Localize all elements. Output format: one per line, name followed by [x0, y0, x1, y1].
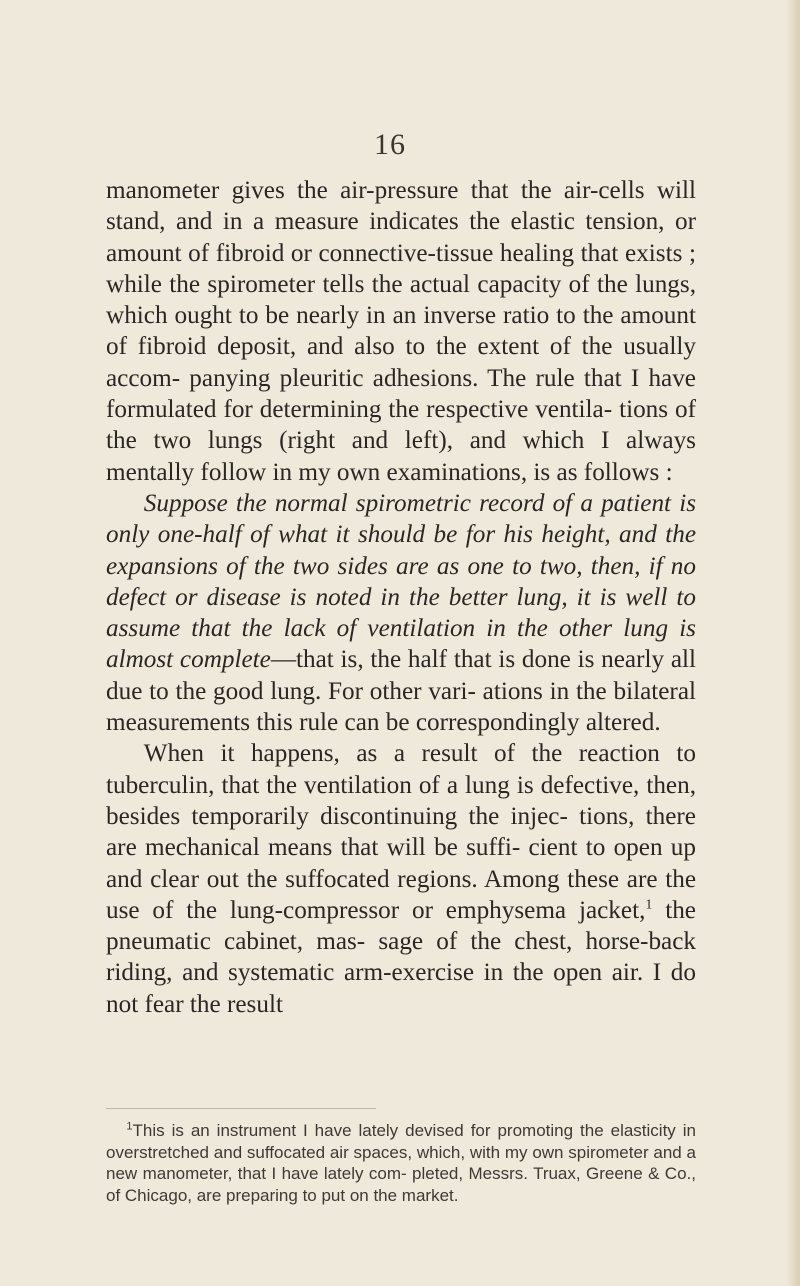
rule-statement-italic: Suppose the normal spirometric record of a patient is only one-half of what it should be for his height, and the expansions of the two sides are as one to two, then, if no defect or disease is noted in the better lung, it is well to assume that the lack of ventilation in the other lung is almost complete: [106, 489, 696, 674]
footnote-text: This is an instrument I have lately devised for promoting the elasticity in overstretched and suffocated air spaces, which, with my own spirometer and a new manometer, that I have lately com- pleted, Messrs. Truax, Greene & Co., of Chicago, are preparing to put on the market.: [106, 1121, 696, 1206]
page-edge-shadow: [786, 0, 800, 1286]
paragraph-3: [106, 738, 696, 1020]
footnote-divider: [106, 1108, 376, 1109]
paragraph-3-start: When it happens, as a result of the reaction to tuberculin, that the ventilation of a lung is defective, then, besides temporarily discontinuing the injec- tions, there are mechanical means that will be suffi- cient to open up and clear out the suffocated regions. Among these are the use of the lung-compressor or emphysema jacket,: [106, 740, 696, 924]
footnote-mark: 1: [126, 1120, 133, 1133]
paragraph-3-end: the pneumatic cabinet, mas- sage of the chest, horse-back riding, and systematic arm-exercise in the open air. I do not fear the result: [106, 896, 696, 1018]
page-number: 16: [374, 128, 406, 161]
body-text: [106, 175, 696, 1020]
paragraph-2: [106, 488, 696, 738]
footnote-reference: 1: [645, 897, 653, 913]
footnote: [106, 1120, 696, 1207]
paragraph-1: manometer gives the air-pressure that the air-cells will stand, and in a measure indicates the elastic tension, or amount of fibroid or connective-tissue healing that exists ; while the spirometer tells the actual capacity of the lungs, which ought to be nearly in an inverse ratio to the amount of fibroid deposit, and also to the extent of the usually accom- panying pleuritic adhesions. The rule that I have formulated for determining the respective ventila- tions of the two lungs (right and left), and which I always mentally follow in my own examinations, is as follows :: [106, 177, 696, 486]
rule-explanation: —that is, the half that is done is nearly all due to the good lung. For other vari- ations in the bilateral measurements this rule can be correspondingly altered.: [106, 646, 696, 737]
